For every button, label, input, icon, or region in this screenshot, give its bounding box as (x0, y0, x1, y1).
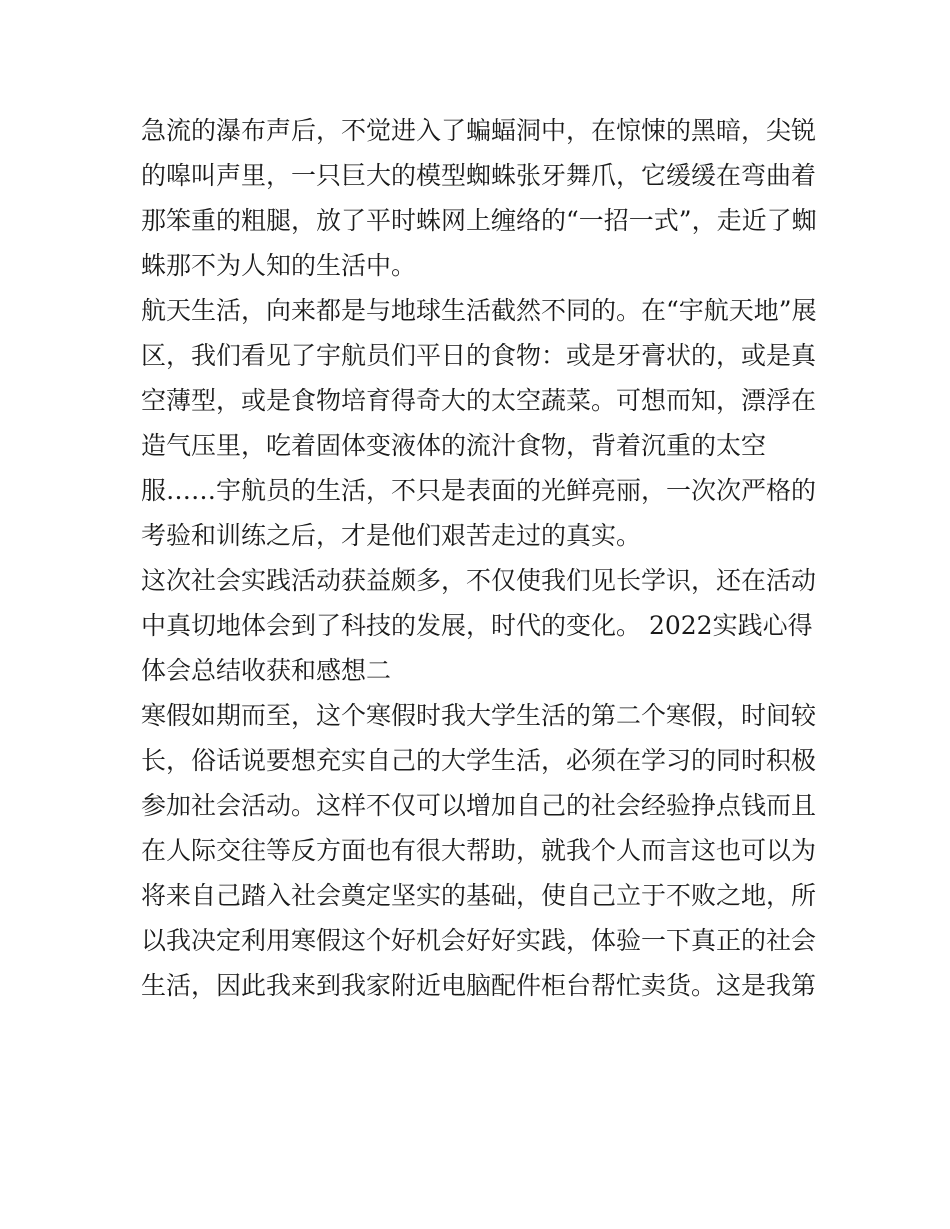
text-line: 寒假如期而至，这个寒假时我大学生活的第二个寒假，时间较 (141, 701, 817, 730)
text-line: 造气压里，吃着固体变液体的流汁食物，背着沉重的太空 (141, 431, 767, 460)
text-line: 那笨重的粗腿，放了平时蛛网上缠络的“一招一式”，走近了蜘 (141, 206, 817, 235)
text-line: 区，我们看见了宇航员们平日的食物：或是牙膏状的，或是真 (141, 341, 817, 370)
text-line: 生活，因此我来到我家附近电脑配件柜台帮忙卖货。这是我第 (141, 971, 817, 1000)
text-line: 的嗥叫声里，一只巨大的模型蜘蛛张牙舞爪，它缓缓在弯曲着 (141, 161, 817, 190)
text-line: 以我决定利用寒假这个好机会好好实践，体验一下真正的社会 (141, 926, 817, 955)
text-line: 服……宇航员的生活，不只是表面的光鲜亮丽，一次次严格的 (141, 476, 817, 505)
document-body (141, 108, 821, 1008)
text-line: 急流的瀑布声后，不觉进入了蝙蝠洞中，在惊悚的黑暗，尖锐 (141, 116, 817, 145)
text-line: 在人际交往等反方面也有很大帮助，就我个人而言这也可以为 (141, 836, 817, 865)
text-line: 蛛那不为人知的生活中。 (141, 251, 417, 280)
text-line: 长，俗话说要想充实自己的大学生活，必须在学习的同时积极 (141, 746, 817, 775)
text-line: 中真切地体会到了科技的发展，时代的变化。 2022实践心得 (141, 611, 813, 640)
text-line: 将来自己踏入社会奠定坚实的基础，使自己立于不败之地，所 (141, 881, 817, 910)
text-line: 这次社会实践活动获益颇多，不仅使我们见长学识，还在活动 (141, 566, 817, 595)
text-line: 空薄型，或是食物培育得奇大的太空蔬菜。可想而知，漂浮在 (141, 386, 817, 415)
text-line: 参加社会活动。这样不仅可以增加自己的社会经验挣点钱而且 (141, 791, 817, 820)
text-line: 体会总结收获和感想二 (141, 656, 392, 685)
text-line: 航天生活，向来都是与地球生活截然不同的。在“宇航天地”展 (141, 296, 817, 325)
text-line: 考验和训练之后，才是他们艰苦走过的真实。 (141, 521, 642, 550)
